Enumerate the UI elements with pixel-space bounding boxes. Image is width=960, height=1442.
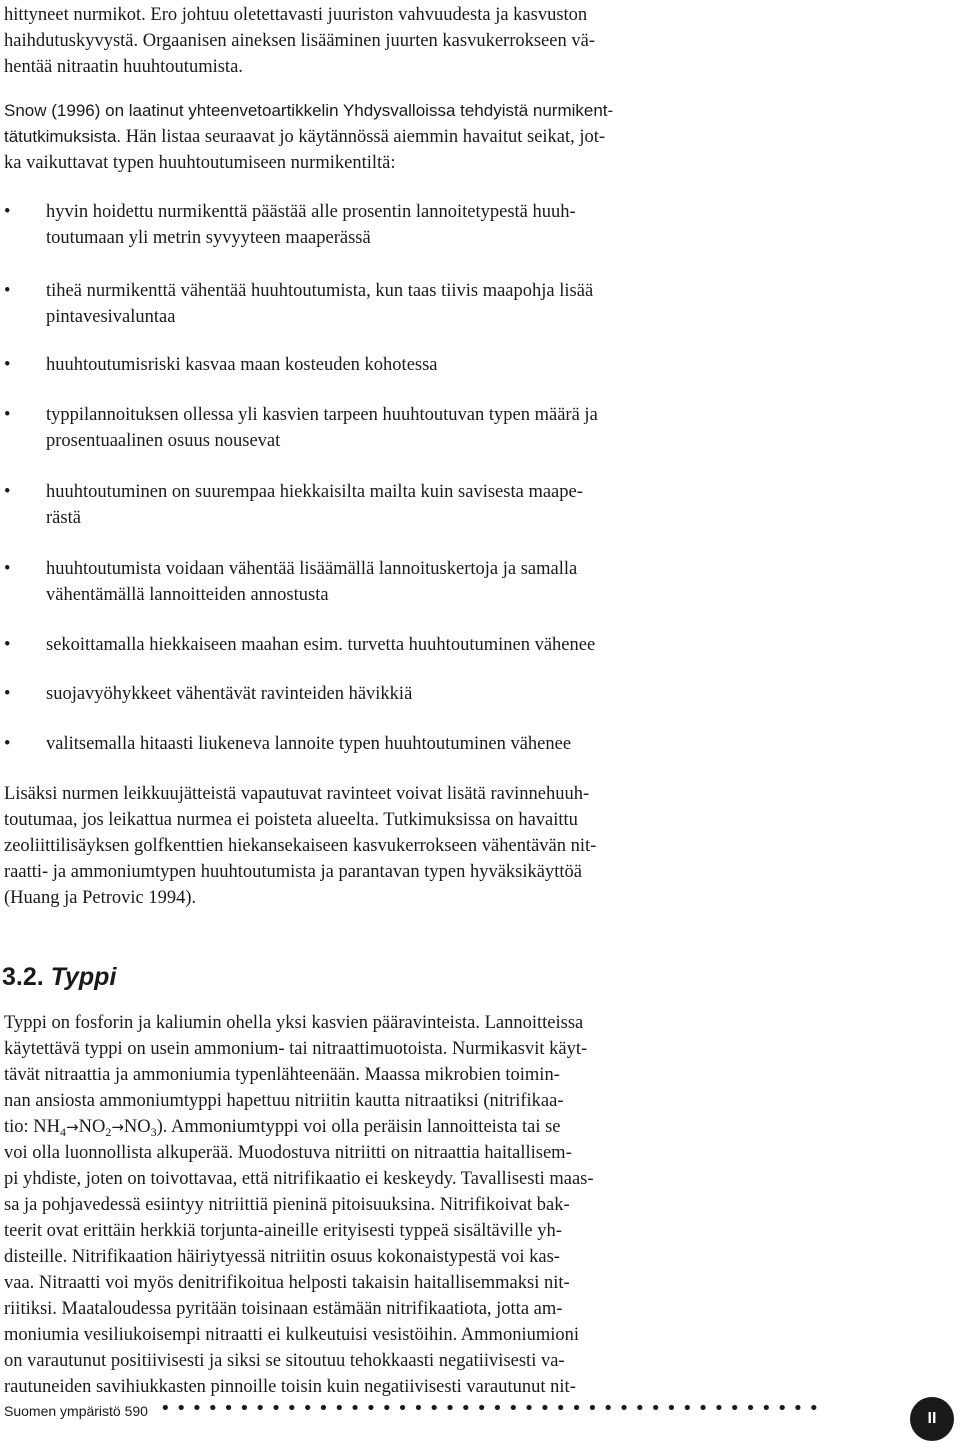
list-item-line: sekoittamalla hiekkaiseen maahan esim. turvetta huuhtoutuminen vähenee	[46, 635, 596, 655]
bullet-icon: •	[4, 559, 11, 579]
list-item-line: valitsemalla hitaasti liukeneva lannoite typen huuhtoutuminen vähenee	[46, 734, 572, 754]
paragraph-line: rautuneiden savihiukkasten pinnoille toisin kuin negatiivisesti varautunut nit-	[4, 1377, 576, 1397]
paragraph-line: hittyneet nurmikot. Ero johtuu oletettavasti juuriston vahvuudesta ja kasvuston	[4, 5, 588, 25]
paragraph-line: toutumaa, jos leikattua nurmea ei poisteta alueelta. Tutkimuksissa on havaittu	[4, 810, 578, 830]
list-item-line: hyvin hoidettu nurmikenttä päästää alle prosentin lannoitetypestä huuh-	[46, 202, 576, 222]
section-heading	[2, 963, 116, 992]
paragraph-typpi	[4, 1010, 728, 1400]
bullet-icon: •	[4, 281, 11, 301]
paragraph-line-part: Hän listaa seuraavat jo käytännössä aiemmin havaitut seikat, jot-	[121, 127, 606, 147]
list-item-line: suojavyöhykkeet vähentävät ravinteiden hävikkiä	[46, 684, 413, 704]
paragraph-line: nan ansiosta ammoniumtyppi hapettuu nitriitin kautta nitraatiksi (nitrifikaa-	[4, 1091, 564, 1111]
footer-label: Suomen ympäristö 590	[4, 1403, 148, 1419]
arrow-icon: →	[111, 1118, 124, 1136]
list-item-line: rästä	[46, 508, 81, 528]
bullet-icon: •	[4, 405, 11, 425]
paragraph-line: ka vaikuttavat typen huuhtoutumiseen nurmikentiltä:	[4, 153, 396, 173]
paragraph-line: voi olla luonnollista alkuperää. Muodostuva nitriitti on nitraattia haitallisem-	[4, 1143, 572, 1163]
paragraph-line: Snow (1996) on laatinut yhteenvetoartikkelin Yhdysvalloissa tehdyistä nurmikent-	[4, 101, 614, 120]
paragraph-line: tävät nitraattia ja ammoniumia typenlähteenään. Maassa mikrobien toimin-	[4, 1065, 560, 1085]
arrow-icon: →	[66, 1118, 79, 1136]
paragraph-line: vaa. Nitraatti voi myös denitrifikoitua helposti takaisin haitallisemmaksi nit-	[4, 1273, 570, 1293]
list-item-line: toutumaan yli metrin syvyyteen maaperässä	[46, 228, 371, 248]
section-title: Typpi	[50, 963, 117, 991]
paragraph-line: käytettävä typpi on usein ammonium- tai nitraattimuotoista. Nurmikasvit käyt-	[4, 1039, 588, 1059]
bullet-icon: •	[4, 635, 11, 655]
list-item-line: vähentämällä lannoitteiden annostusta	[46, 585, 329, 605]
footer-dot-leader: ••••••••••••••••••••••••••••••••••••••••••	[160, 1398, 825, 1419]
paragraph-line: on varautunut positiivisesti ja siksi se sitoutuu tehokkaasti negatiivisesti va-	[4, 1351, 565, 1371]
bullet-icon: •	[4, 684, 11, 704]
paragraph-line-part: tätutkimuksista.	[4, 127, 122, 146]
paragraph-line: riitiksi. Maataloudessa pyritään toisinaan estämään nitrifikaatiota, jotta am-	[4, 1299, 563, 1319]
paragraph-line: pi yhdiste, joten on toivottavaa, että nitrifikaatio ei keskeydy. Tavallisesti maas-	[4, 1169, 594, 1189]
list-item-line: prosentuaalinen osuus nousevat	[46, 431, 281, 451]
paragraph-line: hentää nitraatin huuhtoutumista.	[4, 57, 243, 77]
paragraph-line: Typpi on fosforin ja kaliumin ohella yksi kasvien pääravinteista. Lannoitteissa	[4, 1013, 584, 1033]
formula-line: tio: $NH_4\to NO_2\to NO_3$). Ammoniumtyppi voi olla peräisin lannoitteista tai se	[4, 1117, 561, 1139]
paragraph-line: haihdutuskyvystä. Orgaanisen aineksen lisääminen juurten kasvukerrokseen vä-	[4, 31, 595, 51]
bullet-icon: •	[4, 482, 11, 502]
list-item-line: huuhtoutuminen on suurempaa hiekkaisilta mailta kuin savisesta maape-	[46, 482, 583, 502]
paragraph-line: disteille. Nitrifikaation häiriytyessä nitriitin osuus kokonaistypestä voi kas-	[4, 1247, 560, 1267]
paragraph-line: moniumia vesiliukoisempi nitraatti ei kulkeutuisi vesistöihin. Ammoniumioni	[4, 1325, 580, 1345]
list-item-line: typpilannoituksen ollessa yli kasvien tarpeen huuhtoutuvan typen määrä ja	[46, 405, 598, 425]
paragraph-line: raatti- ja ammoniumtypen huuhtoutumista ja parantavan typen hyväksikäyttöä	[4, 862, 582, 882]
list-item-line: huuhtoutumisriski kasvaa maan kosteuden kohotessa	[46, 355, 438, 375]
list-item-line: huuhtoutumista voidaan vähentää lisäämällä lannoituskertoja ja samalla	[46, 559, 578, 579]
section-number: 3.2.	[2, 963, 44, 991]
paragraph-line: zeoliittilisäyksen golfkenttien hiekansekaiseen kasvukerrokseen vähentävän nit-	[4, 836, 597, 856]
paragraph-intro	[4, 2, 728, 80]
paragraph-line: teerit ovat erittäin herkkiä torjunta-aineille erityisesti typpeä sisältäville yh-	[4, 1221, 562, 1241]
paragraph-leikkuujate	[4, 781, 728, 911]
paragraph-line: sa ja pohjavedessä esiintyy nitriittiä pieninä pitoisuuksina. Nitrifikoivat bak-	[4, 1195, 570, 1215]
paragraph-line: (Huang ja Petrovic 1994).	[4, 888, 197, 908]
list-item-line: tiheä nurmikenttä vähentää huuhtoutumista, kun taas tiivis maapohja lisää	[46, 281, 594, 301]
bullet-icon: •	[4, 734, 11, 754]
bullet-icon: •	[4, 355, 11, 375]
page-badge: II	[910, 1397, 954, 1441]
list-item-line: pintavesivaluntaa	[46, 307, 176, 327]
paragraph-line: Lisäksi nurmen leikkuujätteistä vapautuvat ravinteet voivat lisätä ravinnehuuh-	[4, 784, 590, 804]
bullet-icon: •	[4, 202, 11, 222]
paragraph-snow	[4, 98, 728, 176]
